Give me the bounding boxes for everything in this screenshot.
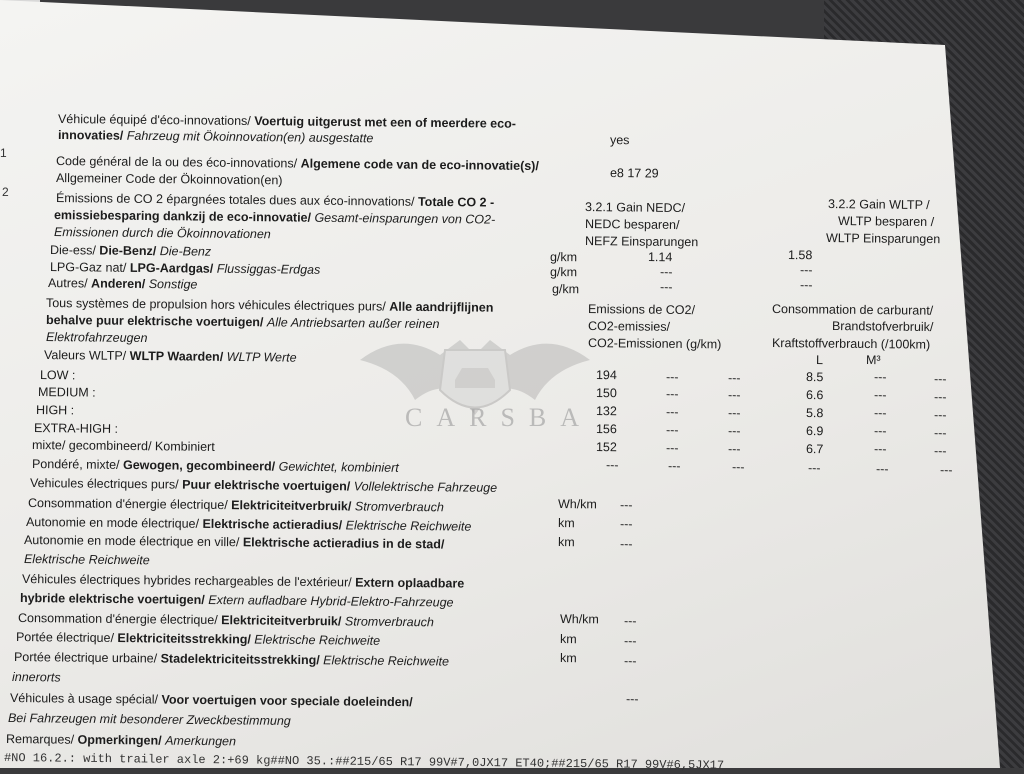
wltp-row-dash: ---: [727, 406, 741, 421]
wltp-row-dash: ---: [933, 390, 947, 405]
phev-city-de: innerorts: [11, 670, 61, 685]
wltp-row-co2: 194: [595, 368, 617, 383]
wltp-row-m3: ---: [873, 370, 887, 385]
section-number: 2: [2, 185, 9, 199]
wltp-row-m3: ---: [873, 388, 887, 403]
phev-row-unit: km: [559, 651, 577, 666]
wltp-row-dash: ---: [727, 388, 741, 403]
weighted-dash: ---: [807, 461, 821, 476]
fuel-row-nedc: 1.14: [647, 250, 673, 265]
weighted-dash: ---: [875, 462, 889, 477]
weighted-dash: ---: [605, 458, 619, 473]
wltp-row-liters: 6.9: [805, 424, 824, 439]
weighted-label: Pondéré, mixte/ Gewogen, gecombineerd/ Gewichtet, kombiniert: [31, 457, 399, 475]
propulsion-label: Tous systèmes de propulsion hors véhicules électriques purs/ Alle aandrijflijnen: [45, 296, 494, 315]
fuel-row-label: Autres/ Anderen/ Sonstige: [47, 276, 198, 292]
wltp-row-liters: 6.7: [805, 442, 824, 457]
fuel-row-nedc: ---: [659, 280, 673, 295]
ev-city-de: Elektrische Reichweite: [23, 552, 150, 568]
unit-cubic-meters: M³: [865, 353, 881, 368]
phev-row-unit: Wh/km: [559, 612, 599, 627]
watermark-car: [455, 368, 495, 388]
eco-innovation-label: Véhicule équipé d'éco-innovations/ Voertuig uitgerust met een of meerdere eco-: [57, 112, 516, 131]
fuel-consumption-header: Kraftstoffverbrauch (/100km): [771, 336, 931, 352]
wltp-row-dash: ---: [727, 424, 741, 439]
phev-row-value: ---: [623, 654, 637, 669]
wltp-row-label: MEDIUM :: [37, 385, 96, 400]
co2-header: CO2-emissies/: [587, 319, 671, 334]
phev-row-unit: km: [559, 632, 577, 647]
co2-savings-label-2: emissiebesparing dankzij de eco-innovatie/ Gesamt-einsparungen von CO2-: [53, 208, 496, 227]
unit-liters: L: [815, 353, 824, 368]
fuel-row-unit: g/km: [549, 265, 578, 280]
nedc-header: NEFZ Einsparungen: [584, 234, 699, 250]
fuel-row-wltp: 1.58: [787, 248, 813, 263]
co2-header: Emissions de CO2/: [587, 302, 696, 318]
fuel-row-wltp: ---: [799, 278, 813, 293]
ev-row-value: ---: [619, 537, 633, 552]
phev-row-value: ---: [623, 614, 637, 629]
eco-code-label: Code général de la ou des éco-innovations/ Algemene code van de eco-innovatie(s)/: [55, 154, 539, 174]
wltp-values-label: Valeurs WLTP/ WLTP Waarden/ WLTP Werte: [43, 348, 297, 365]
wltp-row-label: mixte/ gecombineerd/ Kombiniert: [31, 438, 215, 454]
wltp-row-dash: ---: [933, 408, 947, 423]
ev-row-value: ---: [619, 498, 633, 513]
co2-savings-label: Émissions de CO 2 épargnées totales dues aux éco-innovations/ Totale CO 2 -: [55, 191, 495, 210]
phev-label-2: hybride elektrische voertuigen/ Extern aufladbare Hybrid-Elektro-Fahrzeuge: [19, 591, 454, 610]
wltp-row-dash: ---: [727, 442, 741, 457]
wltp-row-liters: 8.5: [805, 370, 824, 385]
fuel-consumption-header: Consommation de carburant/: [771, 302, 934, 318]
wltp-row-label: HIGH :: [35, 403, 75, 418]
ev-row-unit: km: [557, 516, 575, 531]
nedc-header: NEDC besparen/: [584, 217, 680, 232]
fuel-row-wltp: ---: [799, 263, 813, 278]
fuel-row-unit: g/km: [551, 282, 580, 297]
co2-savings-label-3: Emissionen durch die Ökoinnovationen: [53, 225, 271, 242]
wltp-row-dash: ---: [933, 372, 947, 387]
wltp-row-dash: ---: [665, 441, 679, 456]
ev-row-value: ---: [619, 517, 633, 532]
remarks-line: #NO 16.2.: with trailer axle 2:+69 kg##NO 35.:##215/65 R17 99V#7,0JX17 ET40;##215/65 R17 99V#6,5JX17: [3, 751, 725, 773]
wltp-row-m3: ---: [873, 424, 887, 439]
wltp-row-dash: ---: [665, 405, 679, 420]
wltp-row-label: EXTRA-HIGH :: [33, 421, 119, 436]
wltp-row-dash: ---: [665, 370, 679, 385]
wltp-header: WLTP Einsparungen: [825, 231, 941, 247]
fuel-row-label: Die-ess/ Die-Benz/ Die-Benz: [49, 243, 212, 259]
ev-label: Vehicules électriques purs/ Puur elektrische voertuigen/ Vollelektrische Fahrzeuge: [29, 476, 498, 495]
weighted-dash: ---: [731, 460, 745, 475]
wltp-header: WLTP besparen /: [837, 214, 935, 230]
wltp-row-co2: 152: [595, 440, 617, 455]
wltp-row-liters: 6.6: [805, 388, 824, 403]
wltp-row-liters: 5.8: [805, 406, 824, 421]
eco-innovation-value: yes: [609, 133, 630, 148]
eco-code-value: e8 17 29: [609, 166, 659, 181]
fuel-consumption-header: Brandstofverbruik/: [831, 319, 934, 335]
ev-row-label: Autonomie en mode électrique en ville/ Elektrische actieradius in de stad/: [23, 533, 445, 552]
wltp-row-dash: ---: [933, 444, 947, 459]
special-label-de: Bei Fahrzeugen mit besonderer Zweckbestimmung: [7, 711, 291, 728]
ev-row-label: Consommation d'énergie électrique/ Elektriciteitverbruik/ Stromverbrauch: [27, 496, 444, 515]
phev-row-value: ---: [623, 634, 637, 649]
eco-code-label-2: Allgemeiner Code der Ökoinnovation(en): [55, 171, 283, 188]
ev-row-unit: Wh/km: [557, 497, 597, 512]
remarks-label: Remarques/ Opmerkingen/ Amerkungen: [5, 732, 237, 749]
fuel-row-nedc: ---: [659, 265, 673, 280]
phev-label: Véhicules électriques hybrides rechargeables de l'extérieur/ Extern oplaadbare: [21, 572, 465, 591]
section-number: 1: [0, 146, 7, 160]
wltp-row-m3: ---: [873, 442, 887, 457]
wltp-row-co2: 150: [595, 386, 617, 401]
wltp-row-co2: 156: [595, 422, 617, 437]
watermark-text: CARSBA: [405, 403, 594, 432]
propulsion-label-2: behalve puur elektrische voertuigen/ Alle Antriebsarten außer reinen: [45, 313, 440, 332]
wltp-row-dash: ---: [933, 426, 947, 441]
ev-row-label: Autonomie en mode électrique/ Elektrische actieradius/ Elektrische Reichweite: [25, 515, 472, 534]
weighted-dash: ---: [667, 459, 681, 474]
propulsion-label-3: Elektrofahrzeugen: [45, 330, 148, 346]
wltp-row-dash: ---: [665, 423, 679, 438]
wltp-row-label: LOW :: [39, 368, 76, 383]
co2-header: CO2-Emissionen (g/km): [587, 336, 722, 352]
wltp-row-dash: ---: [727, 371, 741, 386]
eco-innovation-label-2: innovaties/ Fahrzeug mit Ökoinnovation(en) ausgestatte: [57, 128, 374, 146]
wltp-row-m3: ---: [873, 406, 887, 421]
ev-row-unit: km: [557, 535, 575, 550]
phev-row-label: Portée électrique/ Elektriciteitsstrekking/ Elektrische Reichweite: [15, 630, 381, 648]
weighted-dash: ---: [939, 463, 953, 478]
fuel-row-unit: g/km: [549, 250, 578, 265]
special-label: Véhicules à usage spécial/ Voor voertuigen voor speciale doeleinden/: [9, 691, 413, 710]
phev-row-label: Portée électrique urbaine/ Stadelektriciteitsstrekking/ Elektrische Reichweite: [13, 650, 450, 669]
wltp-row-dash: ---: [665, 387, 679, 402]
phev-row-label: Consommation d'énergie électrique/ Elektriciteitverbruik/ Stromverbrauch: [17, 611, 434, 630]
nedc-header: 3.2.1 Gain NEDC/: [584, 200, 686, 216]
wltp-header: 3.2.2 Gain WLTP /: [827, 197, 930, 213]
wltp-row-co2: 132: [595, 404, 617, 419]
fuel-row-label: LPG-Gaz nat/ LPG-Aardgas/ Flussiggas-Erdgas: [49, 260, 321, 277]
special-value: ---: [625, 692, 639, 707]
